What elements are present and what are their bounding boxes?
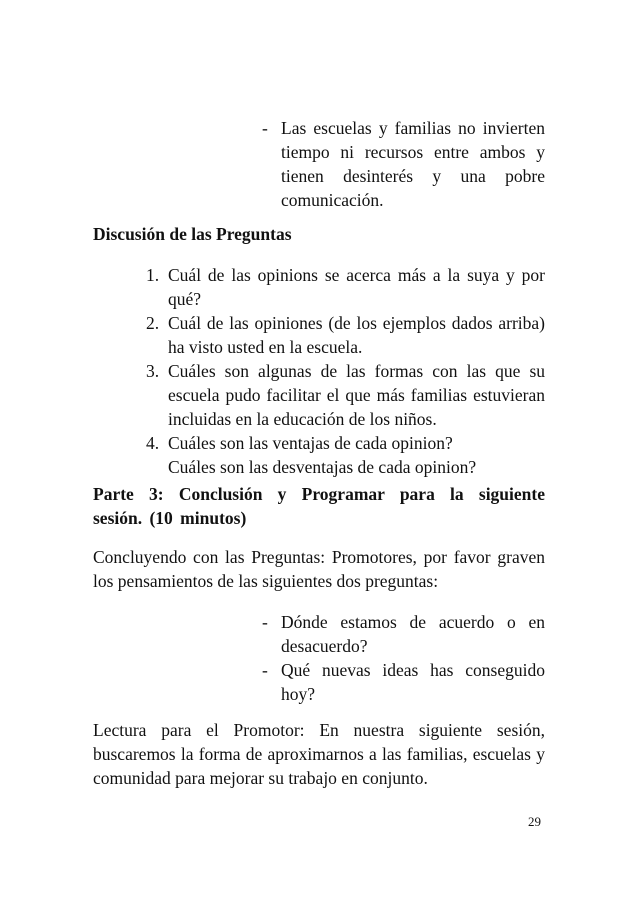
list-item <box>146 359 545 431</box>
list-item <box>146 263 545 311</box>
question-bullet-text: Dónde estamos de acuerdo o en desacuerdo? <box>281 612 545 656</box>
part3-heading: Parte 3: Conclusión y Programar para la siguiente sesión. (10 minutos) <box>93 484 545 528</box>
list-item-number: 3. <box>146 361 160 381</box>
bullet-dash: - <box>262 660 268 680</box>
bullet-dash: - <box>262 118 268 138</box>
part3-intro: Concluyendo con las Preguntas: Promotores, por favor graven los pensamientos de las siguientes dos preguntas: <box>93 547 545 591</box>
list-item-number: 1. <box>146 265 160 285</box>
list-item <box>146 311 545 359</box>
top-bullet-text: Las escuelas y familias no invierten tiempo ni recursos entre ambos y tienen desinterés y una pobre comunicación. <box>281 118 545 210</box>
question-bullet <box>262 658 545 706</box>
list-item-text: Cuáles son las ventajas de cada opinion? <box>168 433 453 453</box>
question-bullet-text: Qué nuevas ideas has conseguido hoy? <box>281 660 545 704</box>
discussion-list <box>146 263 545 479</box>
bullet-dash: - <box>262 612 268 632</box>
list-item-text: Cuáles son algunas de las formas con las que su escuela pudo facilitar el que más familias estuvieran incluidas en la educación de los niños. <box>168 361 545 429</box>
list-item-number: 4. <box>146 433 160 453</box>
list-item-text-second-line: Cuáles son las desventajas de cada opinion? <box>168 457 477 477</box>
discussion-heading: Discusión de las Preguntas <box>93 224 292 244</box>
list-item-number: 2. <box>146 313 160 333</box>
reading-paragraph: Lectura para el Promotor: En nuestra siguiente sesión, buscaremos la forma de aproximarnos a las familias, escuelas y comunidad para mejorar su trabajo en conjunto. <box>93 720 545 788</box>
page-number: 29 <box>528 814 541 829</box>
list-item-text: Cuál de las opinions se acerca más a la suya y por qué? <box>168 265 545 309</box>
question-bullet <box>262 610 545 658</box>
list-item-text: Cuál de las opiniones (de los ejemplos dados arriba) ha visto usted en la escuela. <box>168 313 545 357</box>
list-item <box>146 431 545 479</box>
top-bullet <box>262 116 545 212</box>
